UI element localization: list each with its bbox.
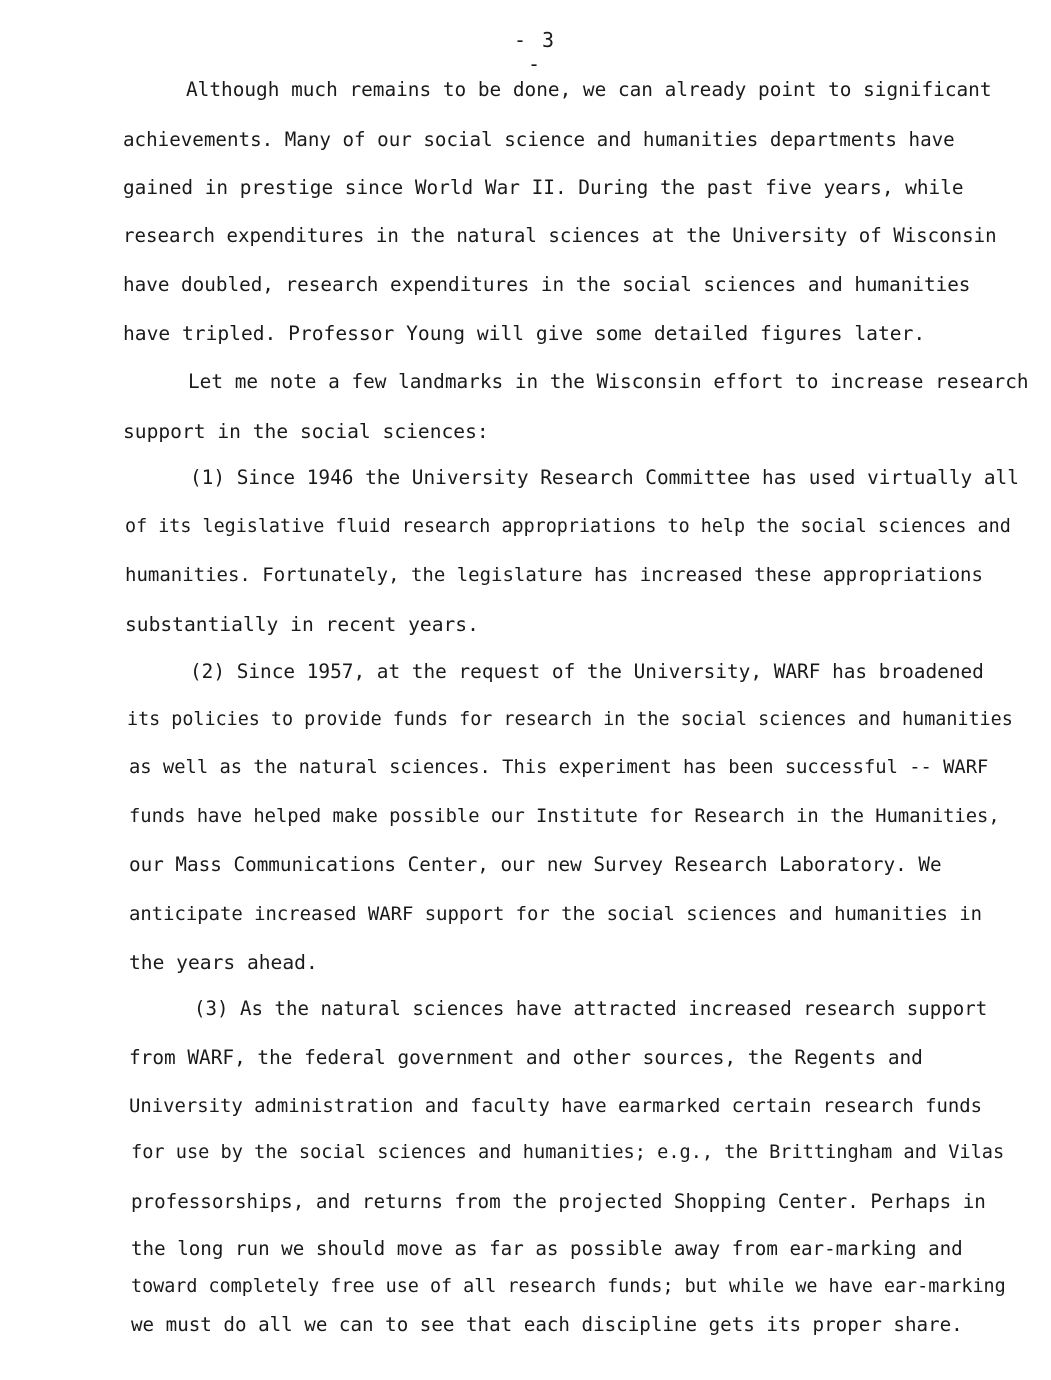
text-line: substantially in recent years.: [125, 613, 479, 636]
text-line: (2) Since 1957, at the request of the University, WARF has broadened: [190, 660, 984, 683]
text-line: humanities. Fortunately, the legislature has increased these appropriations: [125, 564, 983, 586]
page-number: - 3 -: [513, 28, 557, 76]
text-line: as well as the natural sciences. This experiment has been successful -- WARF: [129, 757, 989, 778]
text-line: toward completely free use of all research funds; but while we have ear-marking: [131, 1276, 1006, 1297]
text-line: funds have helped make possible our Institute for Research in the Humanities,: [129, 806, 1000, 827]
text-line: research expenditures in the natural sciences at the University of Wisconsin: [123, 224, 997, 247]
text-line: our Mass Communications Center, our new Survey Research Laboratory. We: [129, 853, 942, 876]
text-line: of its legislative fluid research appropriations to help the social sciences and: [125, 516, 1011, 537]
text-line: the long run we should move as far as possible away from ear-marking and: [131, 1237, 963, 1260]
text-line: for use by the social sciences and humanities; e.g., the Brittingham and Vilas: [131, 1142, 1005, 1163]
text-line: from WARF, the federal government and other sources, the Regents and: [129, 1046, 923, 1069]
text-line: have tripled. Professor Young will give some detailed figures later.: [123, 322, 926, 345]
text-line: professorships, and returns from the projected Shopping Center. Perhaps in: [131, 1190, 986, 1213]
text-line: Although much remains to be done, we can already point to significant: [186, 78, 992, 101]
text-line: have doubled, research expenditures in the social sciences and humanities: [123, 273, 971, 296]
text-line: gained in prestige since World War II. During the past five years, while: [123, 176, 964, 199]
text-line: we must do all we can to see that each discipline gets its proper share.: [131, 1313, 963, 1336]
text-line: support in the social sciences:: [123, 420, 489, 443]
text-line: the years ahead.: [129, 951, 318, 974]
text-line: Let me note a few landmarks in the Wisconsin effort to increase research: [188, 370, 1029, 393]
text-line: (1) Since 1946 the University Research Committee has used virtually all: [190, 466, 1019, 489]
text-line: (3) As the natural sciences have attracted increased research support: [194, 997, 988, 1020]
text-line: anticipate increased WARF support for the social sciences and humanities in: [129, 903, 982, 925]
text-line: University administration and faculty have earmarked certain research funds: [129, 1095, 982, 1117]
text-line: its policies to provide funds for research in the social sciences and humanities: [127, 709, 1013, 730]
text-line: achievements. Many of our social science and humanities departments have: [123, 128, 955, 151]
